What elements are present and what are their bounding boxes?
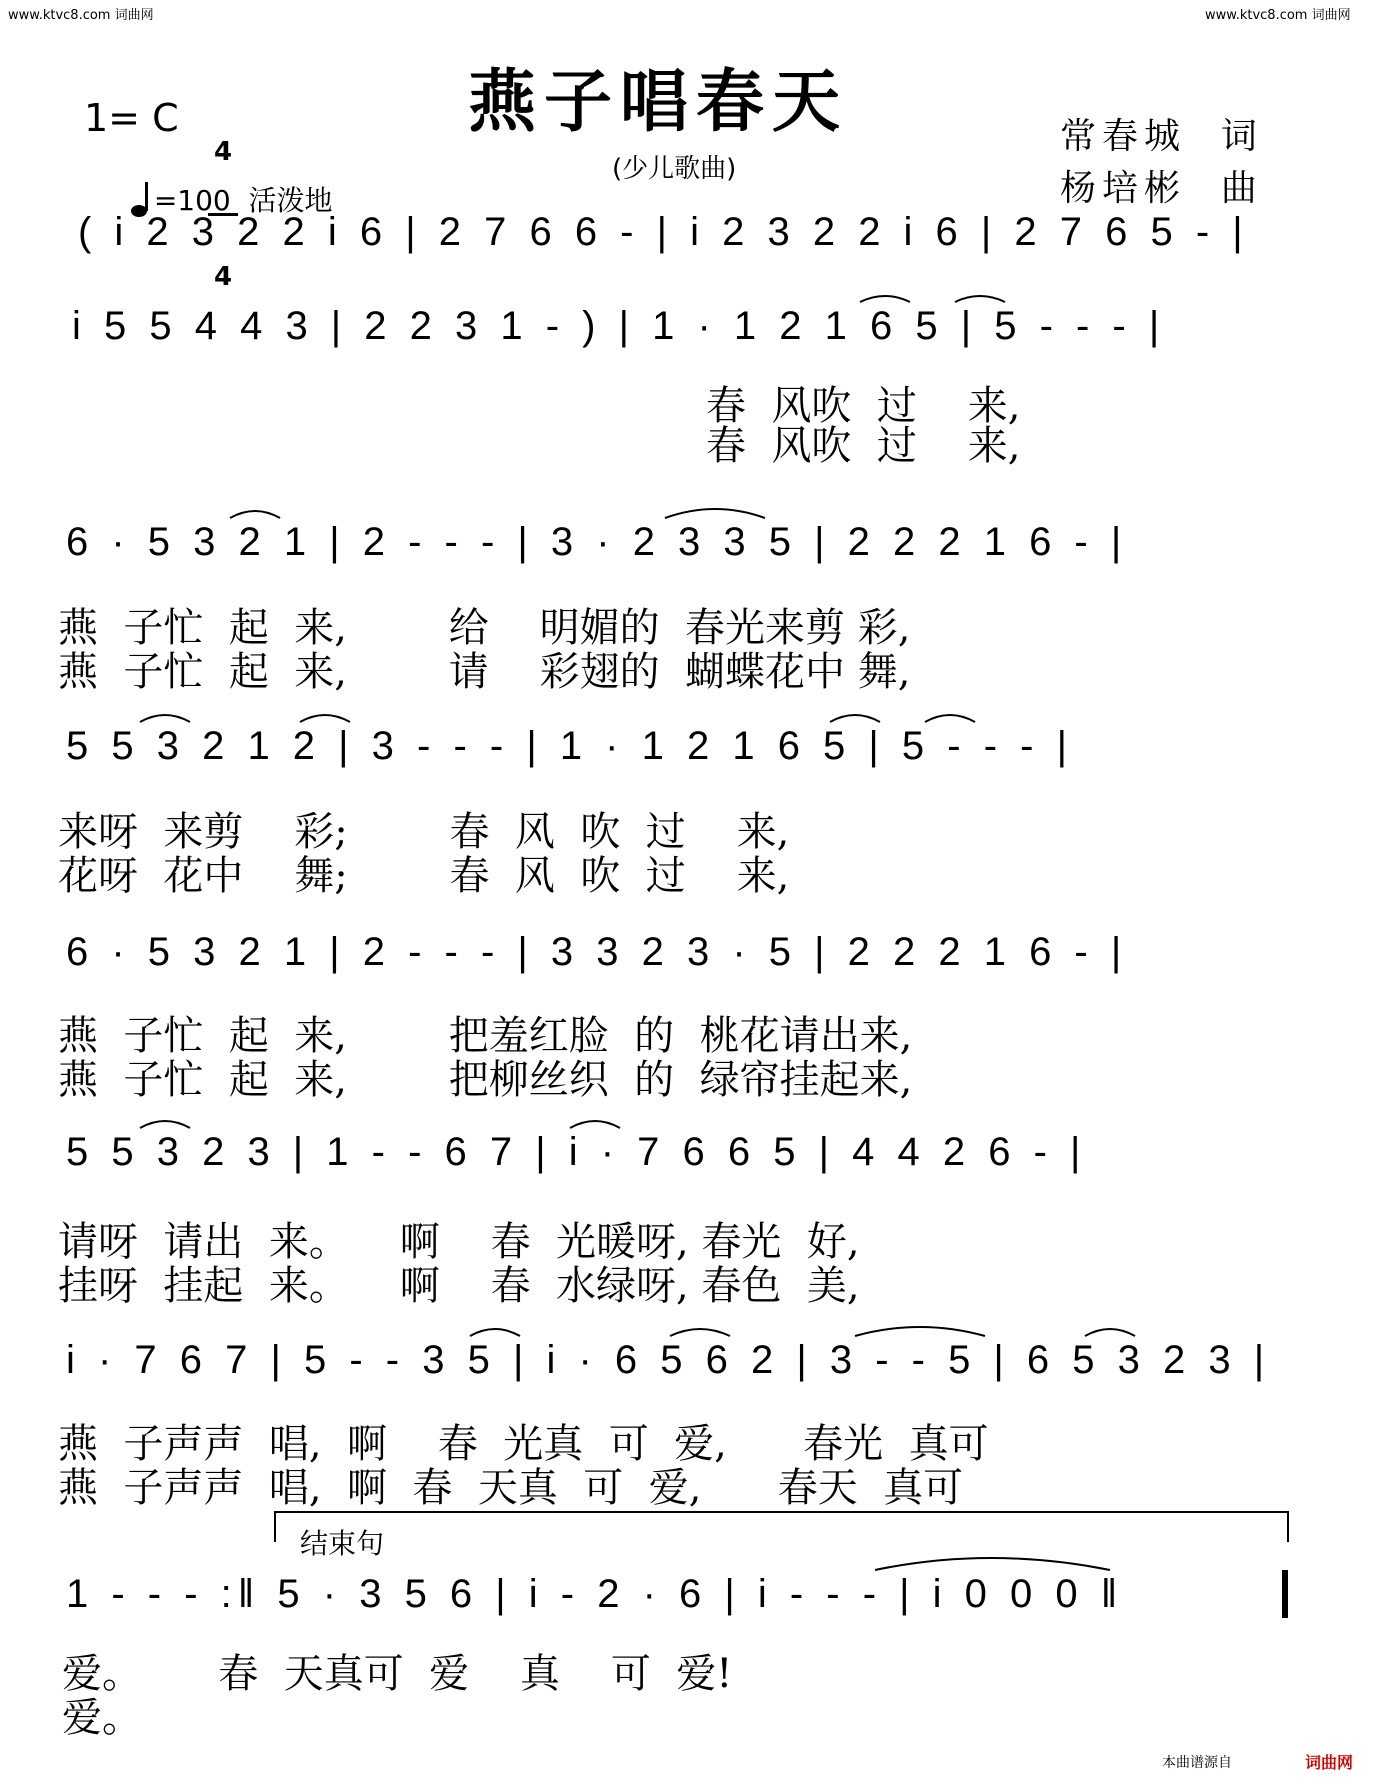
lyric-line-3-verse-2: 燕 子忙 起 来, 请 彩翅的 蝴蝶花中 舞, xyxy=(58,649,911,695)
lyric-line-2-verse-2: 春 风吹 过 来, xyxy=(706,423,1021,469)
tie-mark xyxy=(855,1327,985,1336)
watermark-left: www.ktvc8.com 词曲网 xyxy=(8,8,154,23)
tie-mark xyxy=(300,715,350,722)
lyric-line-5-verse-2: 燕 子忙 起 来, 把柳丝织 的 绿帘挂起来, xyxy=(58,1057,913,1103)
song-subtitle: (少儿歌曲) xyxy=(612,154,737,184)
lyric-line-7-verse-1: 燕 子声声 唱, 啊 春 光真 可 爱, 春光 真可 xyxy=(58,1421,989,1467)
tie-mark xyxy=(230,511,280,518)
key-signature: 1= C xyxy=(84,96,179,140)
footer-source: 本曲谱源自 xyxy=(1162,1755,1232,1771)
composer: 杨培彬 曲 xyxy=(1060,168,1263,209)
ending-label: 结束句 xyxy=(300,1527,385,1560)
tie-mark xyxy=(140,715,190,722)
notation-line-2: i 5 5 4 4 3 | 2 2 3 1 - ) | 1 · 1 2 1 6 5 | 5 - - - | xyxy=(72,304,1166,348)
lyric-line-5-verse-1: 燕 子忙 起 来, 把羞红脸 的 桃花请出来, xyxy=(58,1013,913,1059)
tempo-text: =100 活泼地 xyxy=(153,184,333,217)
lyric-line-7-verse-2: 燕 子声声 唱, 啊 春 天真 可 爱, 春天 真可 xyxy=(58,1465,964,1511)
notation-line-1: ( i 2 3 2 2 i 6 | 2 7 6 6 - | i 2 3 2 2 i 6 | 2 7 6 5 - | xyxy=(78,210,1249,254)
tie-mark xyxy=(830,715,880,722)
lyric-line-3-verse-1: 燕 子忙 起 来, 给 明媚的 春光来剪 彩, xyxy=(58,605,911,651)
song-title: 燕子唱春天 xyxy=(468,62,849,142)
time-signature-bottom: 4 xyxy=(213,262,233,292)
watermark-right: www.ktvc8.com 词曲网 xyxy=(1205,8,1351,23)
tie-mark xyxy=(1085,1329,1135,1336)
time-signature-top: 4 xyxy=(213,137,233,167)
lyric-line-8-verse-2: 爱。 xyxy=(62,1695,142,1741)
lyric-line-6-verse-2: 挂呀 挂起 来。 啊 春 水绿呀, 春色 美, xyxy=(58,1263,860,1309)
final-barline xyxy=(1282,1570,1288,1618)
footer-site: 词曲网 xyxy=(1305,1753,1354,1772)
lyric-line-6-verse-1: 请呀 请出 来。 啊 春 光暖呀, 春光 好, xyxy=(58,1219,860,1265)
lyric-line-2-verse-1: 春 风吹 过 来, xyxy=(706,383,1021,429)
tie-mark xyxy=(665,509,765,518)
notation-line-8: 1 - - - :‖ 5 · 3 5 6 | i - 2 · 6 | i - - - | i 0 0 0 ‖ xyxy=(66,1572,1124,1616)
notation-line-7: i · 7 6 7 | 5 - - 3 5 | i · 6 5 6 2 | 3 - - 5 | 6 5 3 2 3 | xyxy=(66,1338,1271,1382)
tie-mark xyxy=(470,1329,520,1336)
tie-mark xyxy=(875,1558,1110,1570)
tie-mark xyxy=(860,296,910,302)
tie-mark xyxy=(670,1329,730,1336)
ending-bracket xyxy=(275,1512,1288,1542)
notation-line-3: 6 · 5 3 2 1 | 2 - - - | 3 · 2 3 3 5 | 2 2 2 1 6 - | xyxy=(66,520,1128,564)
lyricist: 常春城 词 xyxy=(1060,116,1263,157)
lyric-line-4-verse-2: 花呀 花中 舞; 春 风 吹 过 来, xyxy=(58,853,790,899)
tie-mark xyxy=(955,296,1005,302)
notation-line-5: 6 · 5 3 2 1 | 2 - - - | 3 3 2 3 · 5 | 2 2 2 1 6 - | xyxy=(66,930,1128,974)
notation-line-4: 5 5 3 2 1 2 | 3 - - - | 1 · 1 2 1 6 5 | 5 - - - | xyxy=(66,724,1073,768)
lyric-line-8-verse-1: 爱。 春 天真可 爱 真 可 爱! xyxy=(62,1651,733,1697)
tie-mark xyxy=(140,1121,190,1128)
tie-mark xyxy=(570,1121,620,1128)
lyric-line-4-verse-1: 来呀 来剪 彩; 春 风 吹 过 来, xyxy=(58,809,790,855)
tie-mark xyxy=(925,715,975,722)
notation-line-6: 5 5 3 2 3 | 1 - - 6 7 | i · 7 6 6 5 | 4 4 2 6 - | xyxy=(66,1130,1087,1174)
